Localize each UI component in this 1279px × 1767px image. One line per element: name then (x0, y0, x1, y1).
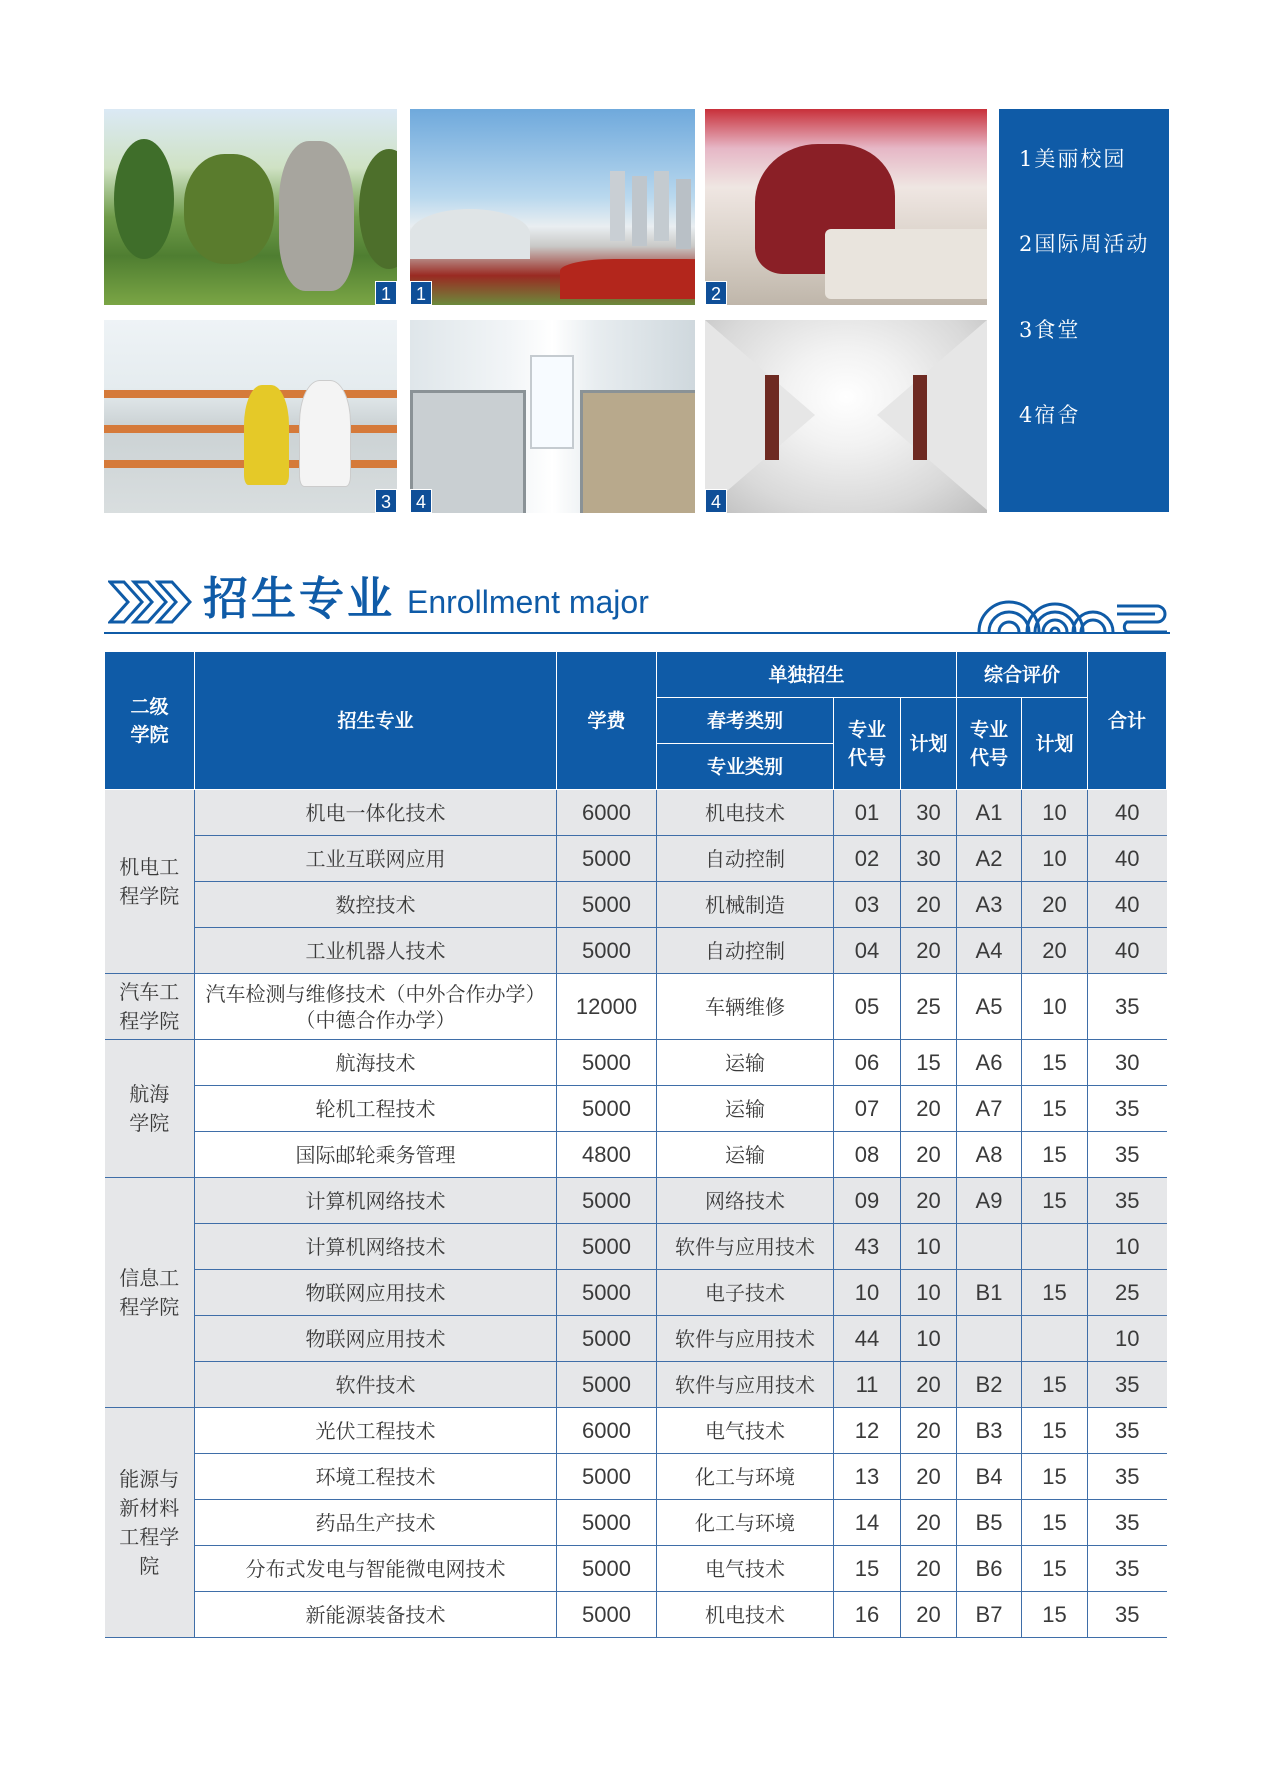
major-cell: 新能源装备技术 (195, 1592, 557, 1638)
plan-comprehensive-cell: 10 (1022, 974, 1088, 1040)
category-cell: 车辆维修 (657, 974, 834, 1040)
category-cell: 软件与应用技术 (657, 1362, 834, 1408)
header-tuition: 学费 (557, 652, 657, 790)
dept-cell: 汽车工 程学院 (105, 974, 195, 1040)
plan-single-cell: 20 (901, 1132, 957, 1178)
total-cell: 35 (1088, 1408, 1167, 1454)
major-cell: 工业机器人技术 (195, 928, 557, 974)
plan-comprehensive-cell: 15 (1022, 1362, 1088, 1408)
photo-badge: 1 (410, 281, 432, 305)
category-cell: 网络技术 (657, 1178, 834, 1224)
header-spring-category: 春考类别 (657, 698, 834, 744)
code-single-cell: 16 (834, 1592, 901, 1638)
plan-single-cell: 20 (901, 1546, 957, 1592)
plan-comprehensive-cell: 15 (1022, 1086, 1088, 1132)
code-comprehensive-cell: A3 (957, 882, 1022, 928)
table-row (105, 1178, 1167, 1224)
photo-badge: 3 (375, 489, 397, 513)
plan-single-cell: 20 (901, 1362, 957, 1408)
photo-badge: 1 (375, 281, 397, 305)
photo-caption-panel (999, 109, 1169, 512)
plan-comprehensive-cell: 15 (1022, 1270, 1088, 1316)
code-single-cell: 08 (834, 1132, 901, 1178)
caption-canteen: 3食堂 (1019, 318, 1081, 342)
category-cell: 自动控制 (657, 928, 834, 974)
tuition-cell: 5000 (557, 1270, 657, 1316)
plan-comprehensive-cell: 15 (1022, 1178, 1088, 1224)
tuition-cell: 5000 (557, 1500, 657, 1546)
header-major: 招生专业 (195, 652, 557, 790)
code-single-cell: 43 (834, 1224, 901, 1270)
table-row (105, 1086, 1167, 1132)
plan-comprehensive-cell: 15 (1022, 1500, 1088, 1546)
code-comprehensive-cell: A1 (957, 790, 1022, 836)
total-cell: 40 (1088, 836, 1167, 882)
code-comprehensive-cell: B1 (957, 1270, 1022, 1316)
total-cell: 35 (1088, 1454, 1167, 1500)
code-comprehensive-cell (957, 1224, 1022, 1270)
major-cell: 计算机网络技术 (195, 1224, 557, 1270)
table-row (105, 1270, 1167, 1316)
table-row (105, 928, 1167, 974)
international-week-photo (705, 109, 987, 305)
plan-single-cell: 30 (901, 790, 957, 836)
category-cell: 运输 (657, 1040, 834, 1086)
enrollment-table-wrapper (104, 651, 1166, 1638)
code-single-cell: 44 (834, 1316, 901, 1362)
photo-badge: 4 (410, 489, 432, 513)
section-title: 招生专业 (203, 572, 396, 625)
plan-single-cell: 20 (901, 928, 957, 974)
plan-comprehensive-cell: 15 (1022, 1592, 1088, 1638)
header-plan-comprehensive: 计划 (1022, 698, 1088, 790)
code-single-cell: 05 (834, 974, 901, 1040)
category-cell: 机械制造 (657, 882, 834, 928)
dormitory-corridor-photo (705, 320, 987, 513)
dormitory-photo (410, 320, 695, 513)
code-single-cell: 07 (834, 1086, 901, 1132)
table-row (105, 1454, 1167, 1500)
total-cell: 10 (1088, 1316, 1167, 1362)
total-cell: 10 (1088, 1224, 1167, 1270)
major-cell: 物联网应用技术 (195, 1270, 557, 1316)
header-code-single: 专业 代号 (834, 698, 901, 790)
plan-single-cell: 20 (901, 1454, 957, 1500)
code-single-cell: 09 (834, 1178, 901, 1224)
code-single-cell: 02 (834, 836, 901, 882)
tuition-cell: 6000 (557, 1408, 657, 1454)
plan-single-cell: 20 (901, 1408, 957, 1454)
plan-comprehensive-cell: 20 (1022, 928, 1088, 974)
table-row (105, 836, 1167, 882)
total-cell: 35 (1088, 1362, 1167, 1408)
category-cell: 软件与应用技术 (657, 1316, 834, 1362)
total-cell: 35 (1088, 1592, 1167, 1638)
tuition-cell: 5000 (557, 1592, 657, 1638)
major-cell: 物联网应用技术 (195, 1316, 557, 1362)
plan-single-cell: 10 (901, 1316, 957, 1362)
tuition-cell: 5000 (557, 882, 657, 928)
header-major-category: 专业类别 (657, 744, 834, 790)
category-cell: 化工与环境 (657, 1454, 834, 1500)
campus-stadium-photo (410, 109, 695, 305)
category-cell: 电气技术 (657, 1408, 834, 1454)
plan-single-cell: 30 (901, 836, 957, 882)
caption-campus: 1美丽校园 (1019, 147, 1127, 171)
code-comprehensive-cell (957, 1316, 1022, 1362)
plan-comprehensive-cell: 15 (1022, 1040, 1088, 1086)
total-cell: 25 (1088, 1270, 1167, 1316)
major-cell: 机电一体化技术 (195, 790, 557, 836)
code-comprehensive-cell: B7 (957, 1592, 1022, 1638)
header-comprehensive: 综合评价 (957, 652, 1088, 698)
code-single-cell: 01 (834, 790, 901, 836)
table-row (105, 974, 1167, 1040)
code-comprehensive-cell: B3 (957, 1408, 1022, 1454)
code-comprehensive-cell: A9 (957, 1178, 1022, 1224)
total-cell: 35 (1088, 1546, 1167, 1592)
table-row (105, 882, 1167, 928)
tuition-cell: 5000 (557, 1316, 657, 1362)
plan-comprehensive-cell: 10 (1022, 790, 1088, 836)
plan-single-cell: 20 (901, 882, 957, 928)
photo-badge: 4 (705, 489, 727, 513)
tuition-cell: 12000 (557, 974, 657, 1040)
major-cell: 国际邮轮乘务管理 (195, 1132, 557, 1178)
dept-cell: 信息工 程学院 (105, 1178, 195, 1408)
tuition-cell: 6000 (557, 790, 657, 836)
plan-comprehensive-cell: 15 (1022, 1132, 1088, 1178)
header-plan-single: 计划 (901, 698, 957, 790)
section-subtitle: Enrollment major (407, 584, 649, 620)
code-single-cell: 04 (834, 928, 901, 974)
plan-single-cell: 10 (901, 1270, 957, 1316)
category-cell: 化工与环境 (657, 1500, 834, 1546)
tuition-cell: 5000 (557, 928, 657, 974)
header-dept: 二级 学院 (105, 652, 195, 790)
code-comprehensive-cell: A2 (957, 836, 1022, 882)
code-single-cell: 03 (834, 882, 901, 928)
major-cell: 药品生产技术 (195, 1500, 557, 1546)
campus-park-photo (104, 109, 397, 305)
tuition-cell: 5000 (557, 1086, 657, 1132)
code-comprehensive-cell: B2 (957, 1362, 1022, 1408)
plan-comprehensive-cell: 15 (1022, 1546, 1088, 1592)
major-cell: 数控技术 (195, 882, 557, 928)
plan-comprehensive-cell: 15 (1022, 1408, 1088, 1454)
table-row (105, 790, 1167, 836)
plan-single-cell: 10 (901, 1224, 957, 1270)
major-cell: 汽车检测与维修技术（中外合作办学） （中德合作办学） (195, 974, 557, 1040)
code-single-cell: 11 (834, 1362, 901, 1408)
code-single-cell: 13 (834, 1454, 901, 1500)
plan-comprehensive-cell (1022, 1316, 1088, 1362)
plan-comprehensive-cell (1022, 1224, 1088, 1270)
code-single-cell: 06 (834, 1040, 901, 1086)
category-cell: 自动控制 (657, 836, 834, 882)
total-cell: 35 (1088, 1178, 1167, 1224)
major-cell: 计算机网络技术 (195, 1178, 557, 1224)
table-row (105, 1408, 1167, 1454)
code-comprehensive-cell: A8 (957, 1132, 1022, 1178)
total-cell: 35 (1088, 1086, 1167, 1132)
tuition-cell: 5000 (557, 1362, 657, 1408)
enrollment-table (104, 651, 1167, 1638)
code-comprehensive-cell: B4 (957, 1454, 1022, 1500)
caption-dormitory: 4宿舍 (1019, 403, 1081, 427)
tuition-cell: 5000 (557, 1454, 657, 1500)
tuition-cell: 5000 (557, 1040, 657, 1086)
code-single-cell: 10 (834, 1270, 901, 1316)
code-comprehensive-cell: B5 (957, 1500, 1022, 1546)
plan-single-cell: 20 (901, 1086, 957, 1132)
table-body (105, 790, 1167, 1638)
plan-single-cell: 15 (901, 1040, 957, 1086)
total-cell: 30 (1088, 1040, 1167, 1086)
code-single-cell: 14 (834, 1500, 901, 1546)
table-row (105, 1316, 1167, 1362)
table-row (105, 1500, 1167, 1546)
category-cell: 运输 (657, 1132, 834, 1178)
triple-chevron-icon (108, 580, 192, 624)
tuition-cell: 5000 (557, 1178, 657, 1224)
table-header (105, 652, 1167, 790)
major-cell: 分布式发电与智能微电网技术 (195, 1546, 557, 1592)
cloud-wave-ornament-icon (977, 576, 1169, 634)
total-cell: 35 (1088, 974, 1167, 1040)
table-row (105, 1546, 1167, 1592)
table-row (105, 1362, 1167, 1408)
plan-single-cell: 20 (901, 1500, 957, 1546)
category-cell: 电子技术 (657, 1270, 834, 1316)
major-cell: 光伏工程技术 (195, 1408, 557, 1454)
major-cell: 轮机工程技术 (195, 1086, 557, 1132)
plan-comprehensive-cell: 20 (1022, 882, 1088, 928)
table-row (105, 1132, 1167, 1178)
category-cell: 机电技术 (657, 1592, 834, 1638)
canteen-photo (104, 320, 397, 513)
major-cell: 航海技术 (195, 1040, 557, 1086)
table-row (105, 1224, 1167, 1270)
total-cell: 35 (1088, 1500, 1167, 1546)
table-row (105, 1040, 1167, 1086)
caption-international-week: 2国际周活动 (1019, 232, 1150, 256)
category-cell: 软件与应用技术 (657, 1224, 834, 1270)
code-comprehensive-cell: A7 (957, 1086, 1022, 1132)
total-cell: 40 (1088, 882, 1167, 928)
category-cell: 运输 (657, 1086, 834, 1132)
major-cell: 软件技术 (195, 1362, 557, 1408)
plan-single-cell: 20 (901, 1592, 957, 1638)
header-single-enrollment: 单独招生 (657, 652, 957, 698)
dept-cell: 能源与 新材料 工程学 院 (105, 1408, 195, 1638)
category-cell: 机电技术 (657, 790, 834, 836)
code-single-cell: 15 (834, 1546, 901, 1592)
plan-single-cell: 20 (901, 1178, 957, 1224)
code-single-cell: 12 (834, 1408, 901, 1454)
plan-comprehensive-cell: 10 (1022, 836, 1088, 882)
dept-cell: 机电工 程学院 (105, 790, 195, 974)
code-comprehensive-cell: B6 (957, 1546, 1022, 1592)
tuition-cell: 5000 (557, 1224, 657, 1270)
category-cell: 电气技术 (657, 1546, 834, 1592)
table-row (105, 1592, 1167, 1638)
code-comprehensive-cell: A5 (957, 974, 1022, 1040)
code-comprehensive-cell: A4 (957, 928, 1022, 974)
dept-cell: 航海 学院 (105, 1040, 195, 1178)
tuition-cell: 4800 (557, 1132, 657, 1178)
plan-comprehensive-cell: 15 (1022, 1454, 1088, 1500)
plan-single-cell: 25 (901, 974, 957, 1040)
header-total: 合计 (1088, 652, 1167, 790)
total-cell: 40 (1088, 790, 1167, 836)
header-code-comprehensive: 专业 代号 (957, 698, 1022, 790)
code-comprehensive-cell: A6 (957, 1040, 1022, 1086)
section-underline (104, 632, 1170, 634)
major-cell: 环境工程技术 (195, 1454, 557, 1500)
total-cell: 40 (1088, 928, 1167, 974)
total-cell: 35 (1088, 1132, 1167, 1178)
tuition-cell: 5000 (557, 1546, 657, 1592)
photo-badge: 2 (705, 281, 727, 305)
major-cell: 工业互联网应用 (195, 836, 557, 882)
tuition-cell: 5000 (557, 836, 657, 882)
